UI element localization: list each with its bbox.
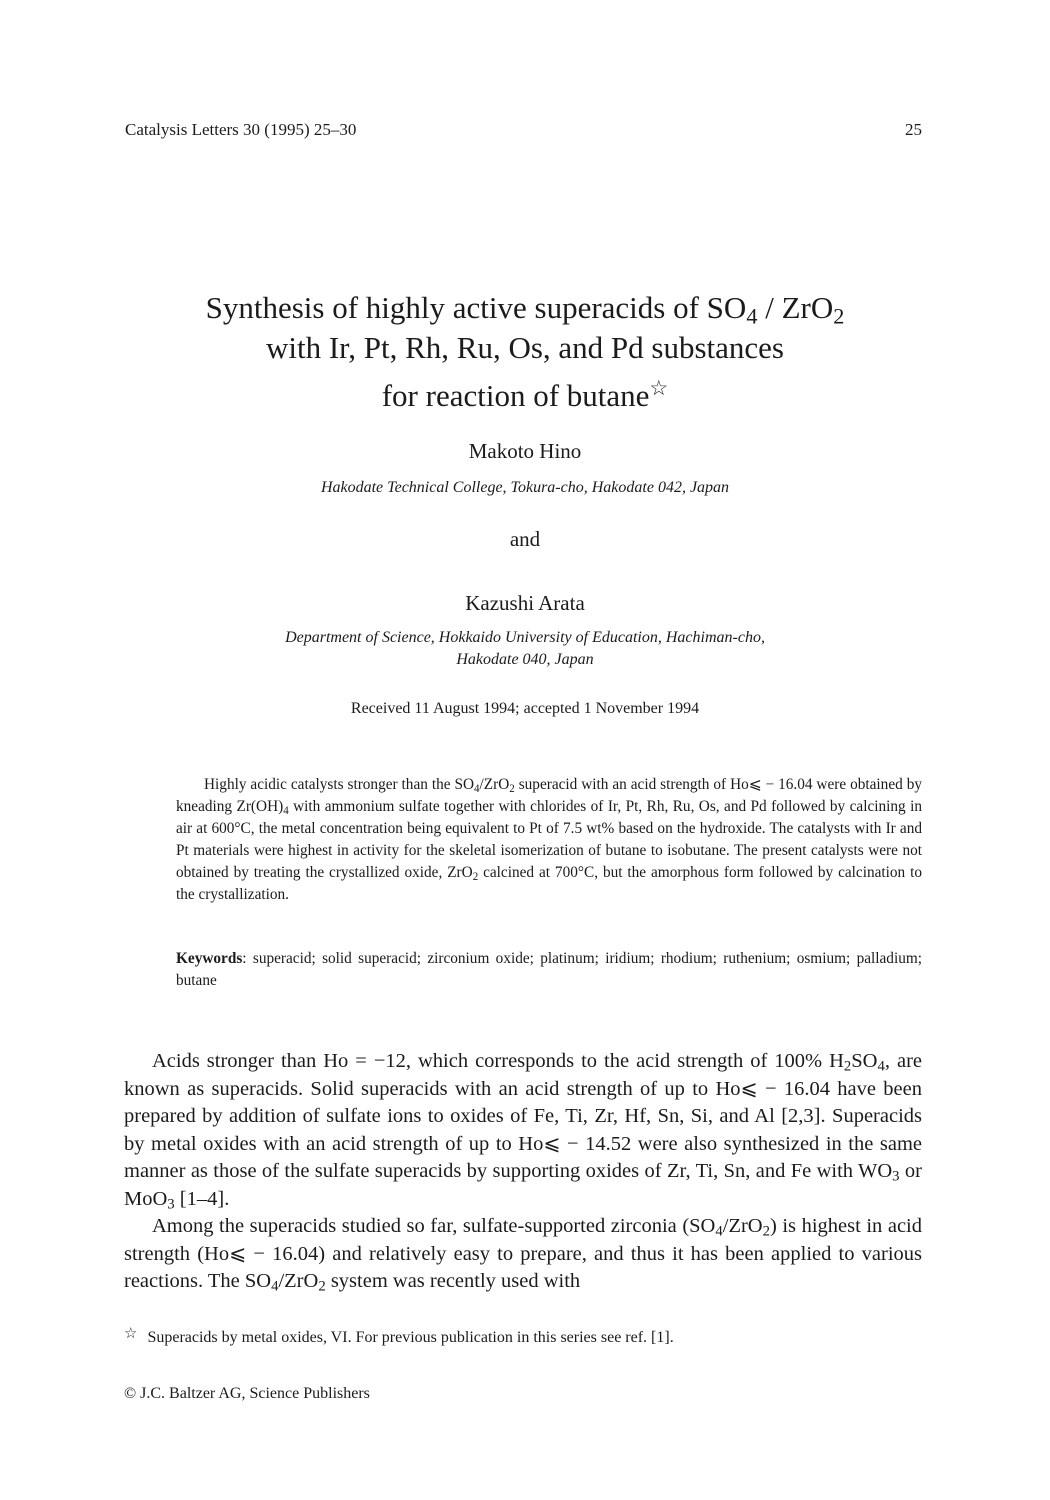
title-line-1: Synthesis of highly active superacids of $SO_4 / ZrO_2$ (205, 290, 845, 329)
footnote: ☆ Superacids by metal oxides, VI. For previous publication in this series see ref. [1]. (124, 1326, 674, 1346)
body-paragraph: Among the superacids studied so far, sulfate-supported zirconia $(SO_4/ZrO_2)$ is highest in acid strength (Ho⩽ − 16.04) and relatively easy to prepare, and thus it has been applied to various reactions. The $SO_4/ZrO_2$ system was recently used with (124, 1215, 923, 1295)
title-line-2: with Ir, Pt, Rh, Ru, Os, and Pd substances (265, 330, 784, 365)
footnote-star-icon: ☆ (649, 376, 669, 400)
body-paragraph: Acids stronger than Ho = −12, which corresponds to the acid strength of 100% $H_2SO_4$, are known as superacids. Solid superacids with an acid strength of up to Ho⩽ − 16.04 have been prepared by addition of sulfate ions to oxides of Fe, Ti, Zr, Hf, Sn, Si, and Al [2,3]. Superacids by metal oxides with an acid strength of up to Ho⩽ − 14.52 were also synthesized in the same manner as those of the sulfate superacids by supporting oxides of Zr, Ti, Sn, and Fe with $WO_3$ or MoO$_3$ [1–4]. (124, 1050, 923, 1213)
author-conjunction: and (509, 527, 541, 551)
keywords: Keywords: superacid; solid superacid; zirconium oxide; platinum; iridium; rhodium; ruthenium; osmium; palladium; butane (176, 950, 922, 989)
copyright: © J.C. Baltzer AG, Science Publishers (124, 1385, 370, 1402)
author-name: Kazushi Arata (465, 591, 585, 615)
received-dates: Received 11 August 1994; accepted 1 November 1994 (350, 700, 700, 717)
title-line-3: for reaction of butane☆ (381, 376, 669, 413)
journal-citation: Catalysis Letters 30 (1995) 25–30 (125, 120, 357, 139)
author-affiliation: Department of Science, Hokkaido University of Education, Hachiman-cho, Hakodate 040, Japan (285, 629, 765, 668)
footnote-star-icon: ☆ (124, 1326, 138, 1342)
page-number: 25 (905, 120, 922, 139)
abstract: Highly acidic catalysts stronger than the $SO_4/ZrO_2$ superacid with an acid strength of Ho⩽ − 16.04 were obtained by kneading $Zr(OH)_4$ with ammonium sulfate together with chlorides of Ir, Pt, Rh, Ru, Os, and Pd followed by calcining in air at 600°C, the metal concentration being equivalent to Pt of 7.5 wt% based on the hydroxide. The catalysts with Ir and Pt materials were highest in activity for the skeletal isomerization of butane to isobutane. The present catalysts were not obtained by treating the crystallized oxide, ZrO$_2$ calcined at 700°C, but the amorphous form followed by calcination to the crystallization. (176, 776, 922, 903)
keywords-label: Keywords (176, 950, 243, 967)
author-affiliation: Hakodate Technical College, Tokura-cho, Hakodate 042, Japan (320, 479, 730, 496)
article-title (100, 288, 950, 416)
author-name: Makoto Hino (468, 439, 582, 463)
